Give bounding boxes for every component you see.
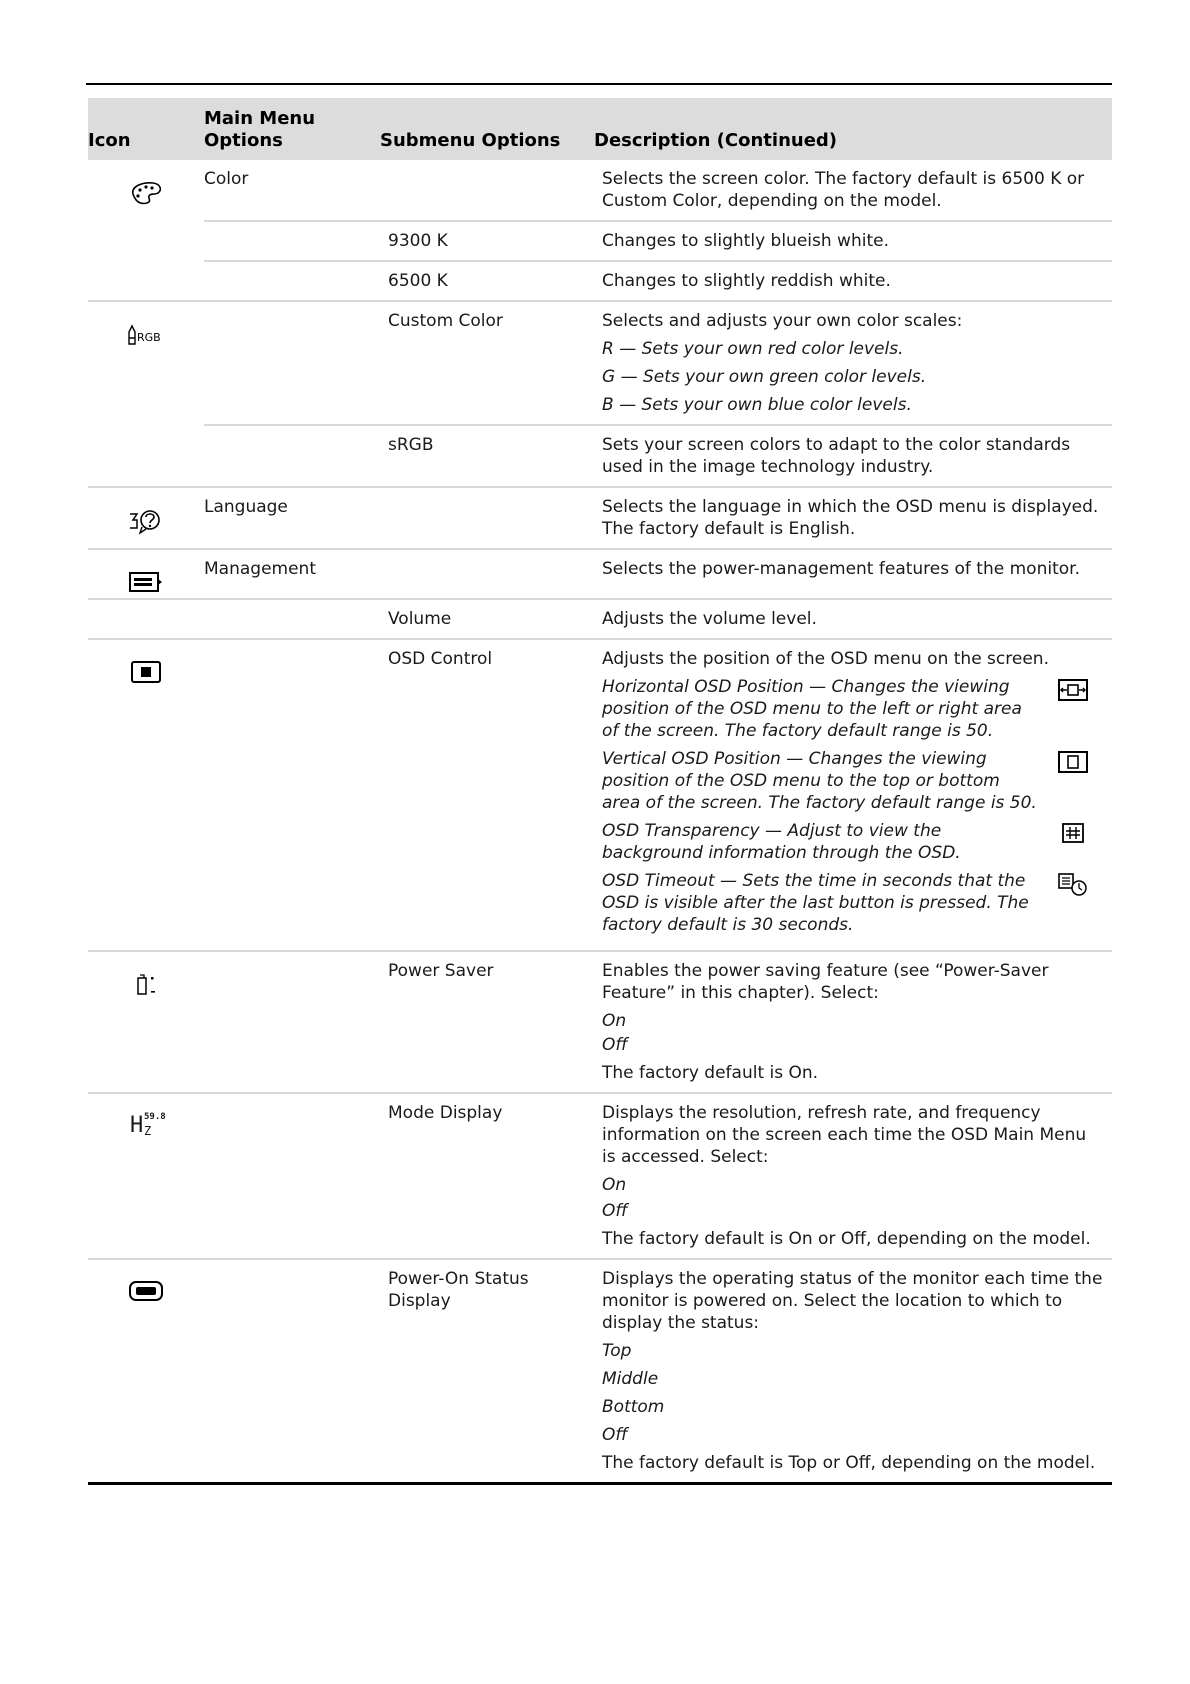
timeout-icon xyxy=(1057,872,1089,898)
table-row xyxy=(204,160,1112,220)
vertical-position-icon xyxy=(1057,750,1089,774)
power-saver-off: Off xyxy=(602,1035,628,1055)
group-volume xyxy=(88,600,1112,640)
table-row xyxy=(204,640,1112,950)
horizontal-position-icon xyxy=(1057,678,1089,702)
hz-icon xyxy=(128,1114,164,1140)
submenu-mode-display: Mode Display xyxy=(388,1103,503,1123)
palette-icon xyxy=(129,180,163,206)
table-row xyxy=(204,424,1112,486)
status-bottom: Bottom xyxy=(602,1397,665,1417)
mode-display-on: On xyxy=(602,1175,627,1195)
osd-control-icon xyxy=(130,660,162,684)
submenu-9300k: 9300 K xyxy=(388,231,448,251)
group-management xyxy=(88,550,1112,600)
main-option-color: Color xyxy=(204,169,249,189)
power-on-status-icon xyxy=(128,1280,164,1302)
table-row xyxy=(204,1094,1112,1258)
power-saver-icon xyxy=(132,972,160,998)
top-rule xyxy=(86,83,1112,85)
table-row xyxy=(204,488,1112,548)
table-row xyxy=(204,220,1112,260)
group-mode-display xyxy=(88,1094,1112,1260)
submenu-power-on-status: Power-On Status Display xyxy=(388,1269,529,1311)
language-description: Selects the language in which the OSD menu is displayed. The factory default is English. xyxy=(602,497,1099,539)
group-osd-control xyxy=(88,640,1112,952)
osd-control-description: Adjusts the position of the OSD menu on the screen. xyxy=(602,649,1049,669)
osd-horizontal-text: Horizontal OSD Position — Changes the viewing position of the OSD menu to the left or right area of the screen. The factory default range is 50. xyxy=(602,677,1022,741)
submenu-volume: Volume xyxy=(388,609,452,629)
osd-option-transparency xyxy=(602,820,1104,864)
table-row xyxy=(204,260,1112,300)
status-top: Top xyxy=(602,1341,632,1361)
osd-option-vertical xyxy=(602,748,1104,814)
description-6500k: Changes to slightly reddish white. xyxy=(602,271,891,291)
table-row xyxy=(204,952,1112,1092)
color-description: Selects the screen color. The factory default is 6500 K or Custom Color, depending on the model. xyxy=(602,169,1085,211)
transparency-icon xyxy=(1061,822,1085,844)
osd-vertical-text: Vertical OSD Position — Changes the viewing position of the OSD menu to the top or bottom area of the screen. The factory default range is 50. xyxy=(602,749,1037,813)
volume-description: Adjusts the volume level. xyxy=(602,609,817,629)
power-saver-on: On xyxy=(602,1011,627,1031)
header-main-menu-options: Main Menu Options xyxy=(204,108,316,151)
power-on-status-description: Displays the operating status of the monitor each time the monitor is powered on. Select the location to which to display the status: xyxy=(602,1269,1103,1333)
table-row xyxy=(204,600,1112,638)
submenu-srgb: sRGB xyxy=(388,435,434,455)
table-row xyxy=(204,1260,1112,1482)
group-color xyxy=(88,160,1112,302)
osd-option-horizontal xyxy=(602,676,1104,742)
main-option-management: Management xyxy=(204,559,316,579)
power-saver-default: The factory default is On. xyxy=(602,1063,819,1083)
submenu-6500k: 6500 K xyxy=(388,271,448,291)
custom-color-r: R — Sets your own red color levels. xyxy=(602,339,904,359)
group-language xyxy=(88,488,1112,550)
status-off: Off xyxy=(602,1425,628,1445)
group-power-on-status xyxy=(88,1260,1112,1485)
management-icon xyxy=(128,570,164,594)
submenu-power-saver: Power Saver xyxy=(388,961,494,981)
main-option-language: Language xyxy=(204,497,288,517)
group-custom-color xyxy=(88,302,1112,488)
header-icon: Icon xyxy=(88,130,131,151)
table-row xyxy=(204,550,1112,598)
hz-icon-z: Z xyxy=(144,1124,152,1138)
management-description: Selects the power-management features of the monitor. xyxy=(602,559,1080,579)
power-on-status-default: The factory default is Top or Off, depending on the model. xyxy=(602,1453,1096,1473)
mode-display-off: Off xyxy=(602,1201,628,1221)
header-description: Description (Continued) xyxy=(594,130,838,151)
group-power-saver xyxy=(88,952,1112,1094)
submenu-osd-control: OSD Control xyxy=(388,649,493,669)
table-row xyxy=(204,302,1112,424)
power-saver-description: Enables the power saving feature (see “Power-Saver Feature” in this chapter). Select: xyxy=(602,961,1049,1003)
custom-color-b: B — Sets your own blue color levels. xyxy=(602,395,912,415)
osd-menu-table xyxy=(88,98,1112,1485)
osd-transparency-text: OSD Transparency — Adjust to view the background information through the OSD. xyxy=(602,821,961,863)
custom-color-g: G — Sets your own green color levels. xyxy=(602,367,927,387)
header-submenu-options: Submenu Options xyxy=(380,130,561,151)
mode-display-default: The factory default is On or Off, depending on the model. xyxy=(602,1229,1091,1249)
mode-display-description: Displays the resolution, refresh rate, and frequency information on the screen each time the OSD Main Menu is accessed. Select: xyxy=(602,1103,1087,1167)
language-icon xyxy=(127,508,165,536)
description-9300k: Changes to slightly blueish white. xyxy=(602,231,889,251)
status-middle: Middle xyxy=(602,1369,659,1389)
submenu-custom-color: Custom Color xyxy=(388,311,503,331)
custom-color-description: Selects and adjusts your own color scales: xyxy=(602,311,963,331)
srgb-description: Sets your screen colors to adapt to the color standards used in the image technology industry. xyxy=(602,435,1071,477)
hz-icon-value: 59.8 xyxy=(144,1112,166,1122)
osd-timeout-text: OSD Timeout — Sets the time in seconds that the OSD is visible after the last button is pressed. The factory default is 30 seconds. xyxy=(602,871,1029,935)
osd-option-timeout xyxy=(602,870,1104,936)
table-header xyxy=(88,98,1112,160)
rgb-icon-label: RGB xyxy=(137,331,161,344)
rgb-icon xyxy=(126,322,166,348)
hz-icon-h: H xyxy=(130,1113,144,1138)
